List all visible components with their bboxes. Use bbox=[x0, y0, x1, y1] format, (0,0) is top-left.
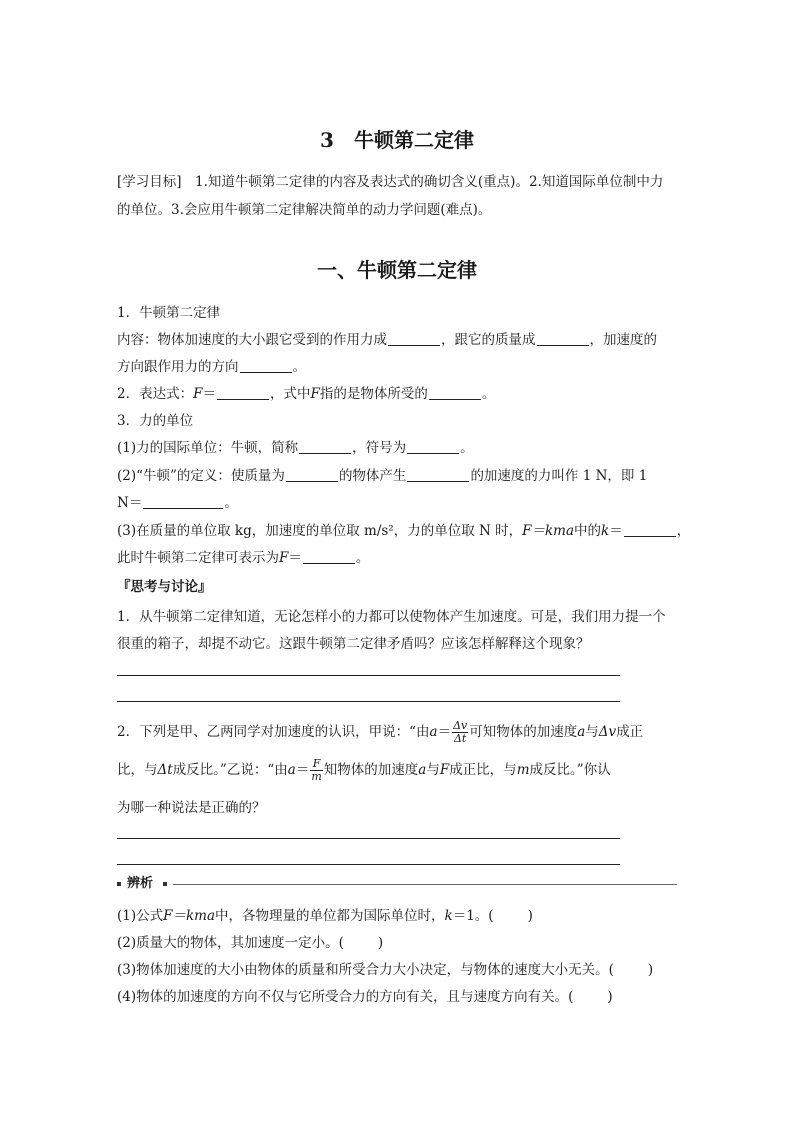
text: 成正 bbox=[616, 724, 644, 740]
answer-line[interactable] bbox=[117, 838, 620, 839]
s3-p4 bbox=[117, 548, 369, 568]
fraction-dv-dt bbox=[452, 720, 468, 745]
text: 。 bbox=[460, 440, 474, 456]
page-title: 3 牛顿第二定律 bbox=[320, 128, 474, 152]
var: F bbox=[310, 386, 320, 402]
square-bullet-icon bbox=[163, 882, 167, 886]
s3-p3 bbox=[117, 521, 690, 541]
text: ，加速度的 bbox=[589, 332, 657, 348]
fraction-f-m bbox=[310, 758, 322, 783]
fill-blank[interactable] bbox=[407, 467, 469, 482]
formula: F＝kma bbox=[163, 908, 216, 924]
text: ) bbox=[527, 908, 533, 924]
text: 中，各物理量的单位都为国际单位时， bbox=[215, 908, 445, 924]
text: ) bbox=[377, 935, 384, 951]
text: ) bbox=[647, 962, 654, 978]
section-title: 一、牛顿第二定律 bbox=[317, 258, 477, 282]
q1-line-1: 1．从牛顿第二定律知道，无论怎样小的力都可以使物体产生加速度。可是，我们用力提一个 bbox=[117, 609, 666, 625]
text: ＝ bbox=[202, 386, 216, 402]
s2-expression bbox=[117, 384, 495, 404]
text: ，符号为 bbox=[352, 440, 407, 456]
analysis-item-4 bbox=[117, 987, 613, 1007]
text: 指的是物体所受的 bbox=[319, 386, 428, 402]
text: 比，与 bbox=[117, 762, 158, 778]
fill-blank[interactable] bbox=[429, 385, 481, 400]
denominator: Δt bbox=[453, 732, 467, 745]
text: ＝ bbox=[288, 550, 302, 566]
text: 的物体产生 bbox=[338, 468, 407, 484]
analysis-item-3 bbox=[117, 960, 653, 980]
var: F bbox=[193, 386, 203, 402]
var: a bbox=[577, 724, 586, 740]
text: 与 bbox=[426, 762, 440, 778]
numerator: Δv bbox=[453, 719, 468, 732]
fill-blank[interactable] bbox=[303, 549, 355, 564]
divider bbox=[173, 884, 677, 885]
var: m bbox=[516, 762, 530, 778]
s3-p2-line-1 bbox=[117, 466, 647, 486]
text: 。 bbox=[481, 386, 496, 402]
fill-blank[interactable] bbox=[388, 331, 440, 346]
fill-blank[interactable] bbox=[240, 358, 292, 373]
s3-p1 bbox=[117, 438, 474, 458]
var: Δt bbox=[157, 762, 173, 778]
var: k bbox=[444, 908, 453, 924]
text: 成反比。”乙说：“由 bbox=[172, 762, 288, 778]
text: ，式中 bbox=[269, 386, 311, 402]
text: ＝ bbox=[609, 523, 623, 539]
fill-blank[interactable] bbox=[624, 522, 676, 537]
s1-content-line-2 bbox=[117, 357, 306, 377]
s3-heading: 3．力的单位 bbox=[117, 413, 194, 429]
text: 。 bbox=[292, 359, 306, 375]
text: (1)力的国际单位：牛顿，简称 bbox=[117, 440, 299, 456]
text: 成反比。”你认 bbox=[529, 762, 611, 778]
fill-blank[interactable] bbox=[286, 467, 338, 482]
text: N＝ bbox=[117, 495, 143, 511]
text: ，跟它的质量成 bbox=[441, 332, 536, 348]
square-bullet-icon bbox=[117, 882, 121, 886]
text: 可知物体的加速度 bbox=[469, 724, 578, 740]
text: 知物体的加速度 bbox=[323, 762, 419, 778]
answer-line[interactable] bbox=[117, 864, 620, 865]
s1-heading: 1．牛顿第二定律 bbox=[117, 305, 221, 321]
fill-blank[interactable] bbox=[217, 385, 269, 400]
var: a bbox=[429, 724, 438, 740]
discussion-heading: 『思考与讨论』 bbox=[117, 579, 212, 595]
text: 成正比，与 bbox=[449, 762, 517, 778]
text: 方向跟作用力的方向 bbox=[117, 359, 239, 375]
text: 与 bbox=[585, 724, 599, 740]
text: ) bbox=[607, 989, 613, 1005]
text: ＝1。( bbox=[452, 908, 494, 924]
denominator: m bbox=[311, 770, 322, 783]
text: ， bbox=[676, 523, 691, 539]
text: (1)公式 bbox=[117, 908, 164, 924]
analysis-item-1 bbox=[117, 906, 533, 926]
text: (2)质量大的物体，其加速度一定小。( bbox=[117, 935, 344, 951]
var: F bbox=[279, 550, 289, 566]
formula: F＝kma bbox=[522, 523, 575, 539]
numerator: F bbox=[310, 758, 322, 771]
analysis-header bbox=[117, 874, 677, 894]
analysis-label: 辨析 bbox=[127, 876, 154, 891]
text: 的加速度的力叫作 1 N，即 1 bbox=[470, 468, 648, 484]
text: 2．表达式： bbox=[117, 386, 194, 402]
q1-line-2: 很重的箱子，却提不动它。这跟牛顿第二定律矛盾吗？应该怎样解释这个现象？ bbox=[117, 636, 590, 652]
fill-blank[interactable] bbox=[537, 331, 589, 346]
text: 内容：物体加速度的大小跟它受到的作用力成 bbox=[117, 332, 387, 348]
text: 此时牛顿第二定律可表示为 bbox=[117, 550, 279, 566]
s1-content-line-1 bbox=[117, 330, 657, 350]
fill-blank[interactable] bbox=[407, 439, 459, 454]
var: a bbox=[418, 762, 427, 778]
text: 中的 bbox=[574, 523, 602, 539]
var: Δv bbox=[598, 724, 617, 740]
answer-line[interactable] bbox=[117, 701, 620, 702]
answer-line[interactable] bbox=[117, 675, 620, 676]
var: a bbox=[287, 762, 296, 778]
fill-blank[interactable] bbox=[143, 494, 223, 509]
text: (3)在质量的单位取 kg，加速度的单位取 m/s²，力的单位取 N 时， bbox=[117, 523, 523, 539]
analysis-item-2 bbox=[117, 933, 383, 953]
fill-blank[interactable] bbox=[299, 439, 351, 454]
text: 。 bbox=[355, 550, 370, 566]
q2-line-1 bbox=[117, 720, 643, 745]
text: 2．下列是甲、乙两同学对加速度的认识，甲说：“由 bbox=[117, 724, 430, 740]
text: ＝ bbox=[295, 762, 310, 778]
text: (4)物体的加速度的方向不仅与它所受合力的方向有关，且与速度方向有关。( bbox=[117, 989, 574, 1005]
var: F bbox=[439, 762, 450, 778]
learning-objectives-line-1: [学习目标] 1.知道牛顿第二定律的内容及表达式的确切含义(重点)。2.知道国际单位制中力 bbox=[117, 174, 664, 190]
text: (2)“牛顿”的定义：使质量为 bbox=[117, 468, 285, 484]
text: 。 bbox=[224, 495, 238, 511]
text: ＝ bbox=[437, 724, 452, 740]
learning-objectives-line-2: 的单位。3.会应用牛顿第二定律解决简单的动力学问题(难点)。 bbox=[117, 202, 492, 218]
text: (3)物体加速度的大小由物体的质量和所受合力大小决定，与物体的速度大小无关。( bbox=[117, 962, 614, 978]
q2-line-2 bbox=[117, 758, 611, 783]
var: k bbox=[601, 523, 610, 539]
q2-line-3: 为哪一种说法是正确的？ bbox=[117, 800, 266, 816]
s3-p2-line-2 bbox=[117, 493, 238, 513]
